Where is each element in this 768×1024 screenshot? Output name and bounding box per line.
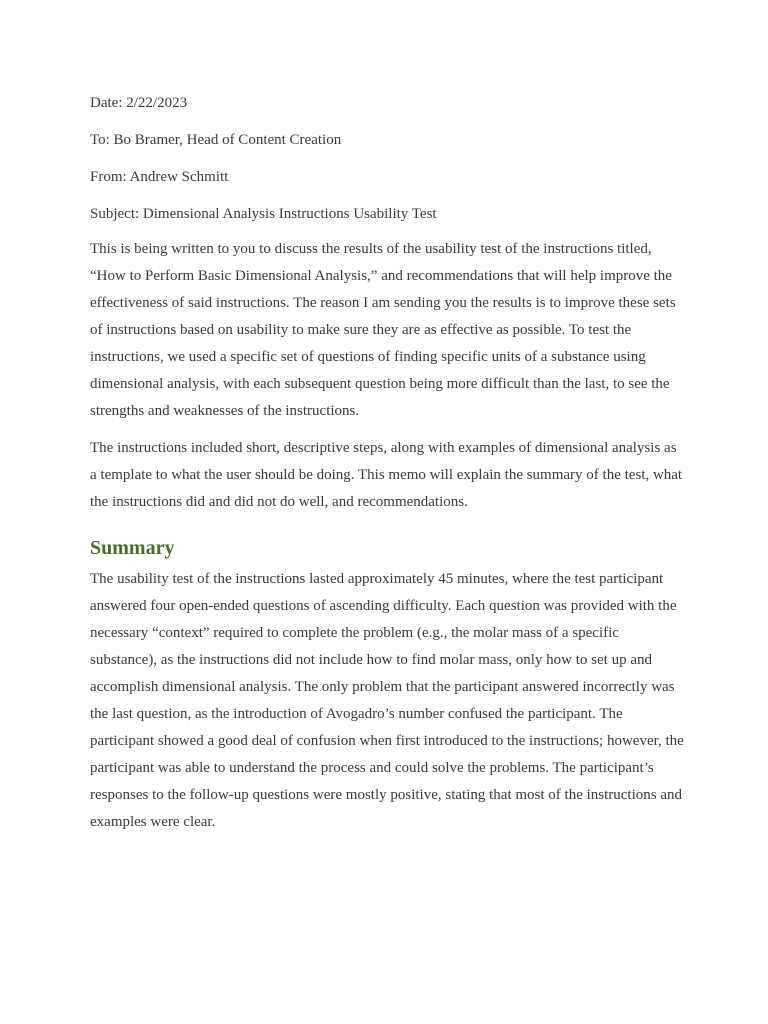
summary-heading: Summary [90, 537, 175, 559]
memo-subject: Subject: Dimensional Analysis Instructions Usability Test [90, 206, 437, 222]
memo-header [90, 92, 690, 240]
intro-paragraph: This is being written to you to discuss the results of the usability test of the instructions titled, “How to Perform Basic Dimensional Analysis,” and recommendations that will help improve the effectiveness of said instructions. The reason I am sending you the results is to improve these sets of instructions based on usability to make sure they are as effective as possible. To test the instructions, we used a specific set of questions of finding specific units of a substance using dimensional analysis, with each subsequent question being more difficult than the last, to see the strengths and weaknesses of the instructions. [90, 241, 676, 419]
overview-paragraph: The instructions included short, descriptive steps, along with examples of dimensional analysis as a template to what the user should be doing. This memo will explain the summary of the test, what the instructions did and did not do well, and recommendations. [90, 440, 683, 510]
summary-paragraph: The usability test of the instructions lasted approximately 45 minutes, where the test participant answered four open-ended questions of ascending difficulty. Each question was provided with the necessary “context” required to complete the problem (e.g., the molar mass of a specific substance), as the instructions did not include how to find molar mass, only how to set up and accomplish dimensional analysis. The only problem that the participant answered incorrectly was the last question, as the introduction of Avogadro’s number confused the participant. The participant showed a good deal of confusion when first introduced to the instructions; however, the participant was able to understand the process and could solve the problems. The participant’s responses to the follow-up questions were mostly positive, stating that most of the instructions and examples were clear. [90, 571, 684, 830]
memo-to: To: Bo Bramer, Head of Content Creation [90, 132, 342, 148]
memo-from: From: Andrew Schmitt [90, 169, 229, 185]
memo-date: Date: 2/22/2023 [90, 95, 188, 111]
